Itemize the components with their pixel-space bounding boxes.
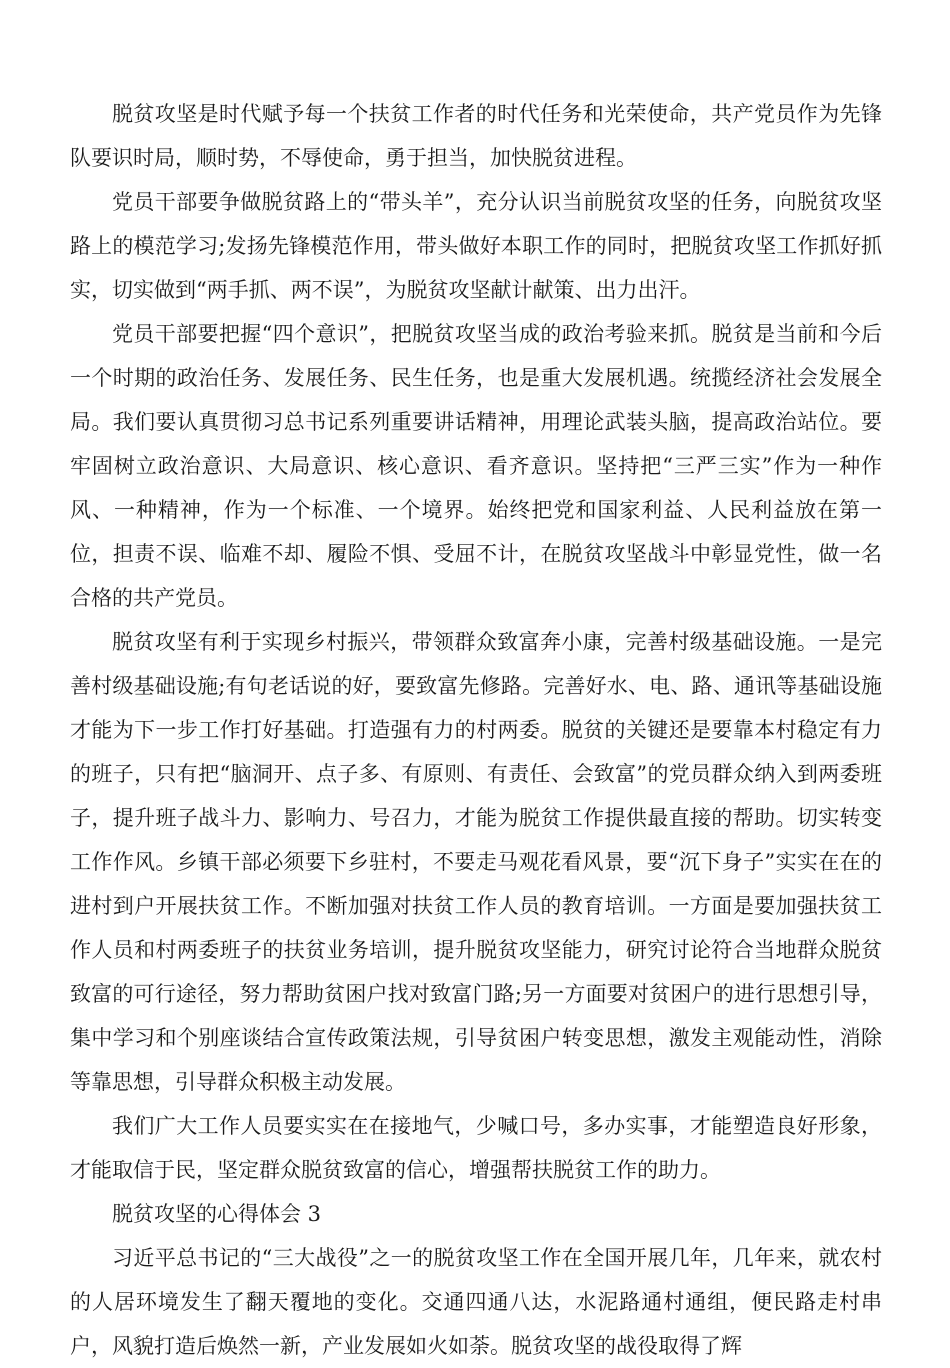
paragraph-3: 党员干部要把握“四个意识”，把脱贫攻坚当成的政治考验来抓。脱贫是当前和今后一个时期的政治任务、发展任务、民生任务，也是重大发展机遇。统揽经济社会发展全局。我们要认真贯彻习总书记系列重要讲话精神，用理论武装头脑，提高政治站位。要牢固树立政治意识、大局意识、核心意识、看齐意识。坚持把“三严三实”作为一种作风、一种精神，作为一个标准、一个境界。始终把党和国家利益、人民利益放在第一位，担责不误、临难不却、履险不惧、受屈不计，在脱贫攻坚战斗中彰显党性，做一名合格的共产党员。: [70, 322, 882, 610]
paragraph-1: 脱贫攻坚是时代赋予每一个扶贫工作者的时代任务和光荣使命，共产党员作为先锋队要识时局，顺时势，不辱使命，勇于担当，加快脱贫进程。: [70, 102, 882, 170]
paragraph-5: 我们广大工作人员要实实在在接地气，少喊口号，多办实事，才能塑造良好形象，才能取信于民，坚定群众脱贫致富的信心，增强帮扶脱贫工作的助力。: [70, 1114, 882, 1182]
section-heading: 脱贫攻坚的心得体会 3: [112, 1202, 322, 1226]
paragraph-2: 党员干部要争做脱贫路上的“带头羊”，充分认识当前脱贫攻坚的任务，向脱贫攻坚路上的模范学习;发扬先锋模范作用，带头做好本职工作的同时，把脱贫攻坚工作抓好抓实，切实做到“两手抓、两不误”，为脱贫攻坚献计献策、出力出汗。: [70, 190, 882, 302]
paragraph-4: 脱贫攻坚有利于实现乡村振兴，带领群众致富奔小康，完善村级基础设施。一是完善村级基础设施;有句老话说的好，要致富先修路。完善好水、电、路、通讯等基础设施才能为下一步工作打好基础。打造强有力的村两委。脱贫的关键还是要靠本村稳定有力的班子，只有把“脑洞开、点子多、有原则、有责任、会致富”的党员群众纳入到两委班子，提升班子战斗力、影响力、号召力，才能为脱贫工作提供最直接的帮助。切实转变工作作风。乡镇干部必须要下乡驻村，不要走马观花看风景，要“沉下身子”实实在在的进村到户开展扶贫工作。不断加强对扶贫工作人员的教育培训。一方面是要加强扶贫工作人员和村两委班子的扶贫业务培训，提升脱贫攻坚能力，研究讨论符合当地群众脱贫致富的可行途径，努力帮助贫困户找对致富门路;另一方面要对贫困户的进行思想引导，集中学习和个别座谈结合宣传政策法规，引导贫困户转变思想，激发主观能动性，消除等靠思想，引导群众积极主动发展。: [70, 630, 882, 1094]
document-body: [70, 92, 882, 1368]
paragraph-6: 习近平总书记的“三大战役”之一的脱贫攻坚工作在全国开展几年，几年来，就农村的人居环境发生了翻天覆地的变化。交通四通八达，水泥路通村通组，便民路走村串户，风貌打造后焕然一新，产业发展如火如荼。脱贫攻坚的战役取得了辉: [70, 1246, 882, 1358]
